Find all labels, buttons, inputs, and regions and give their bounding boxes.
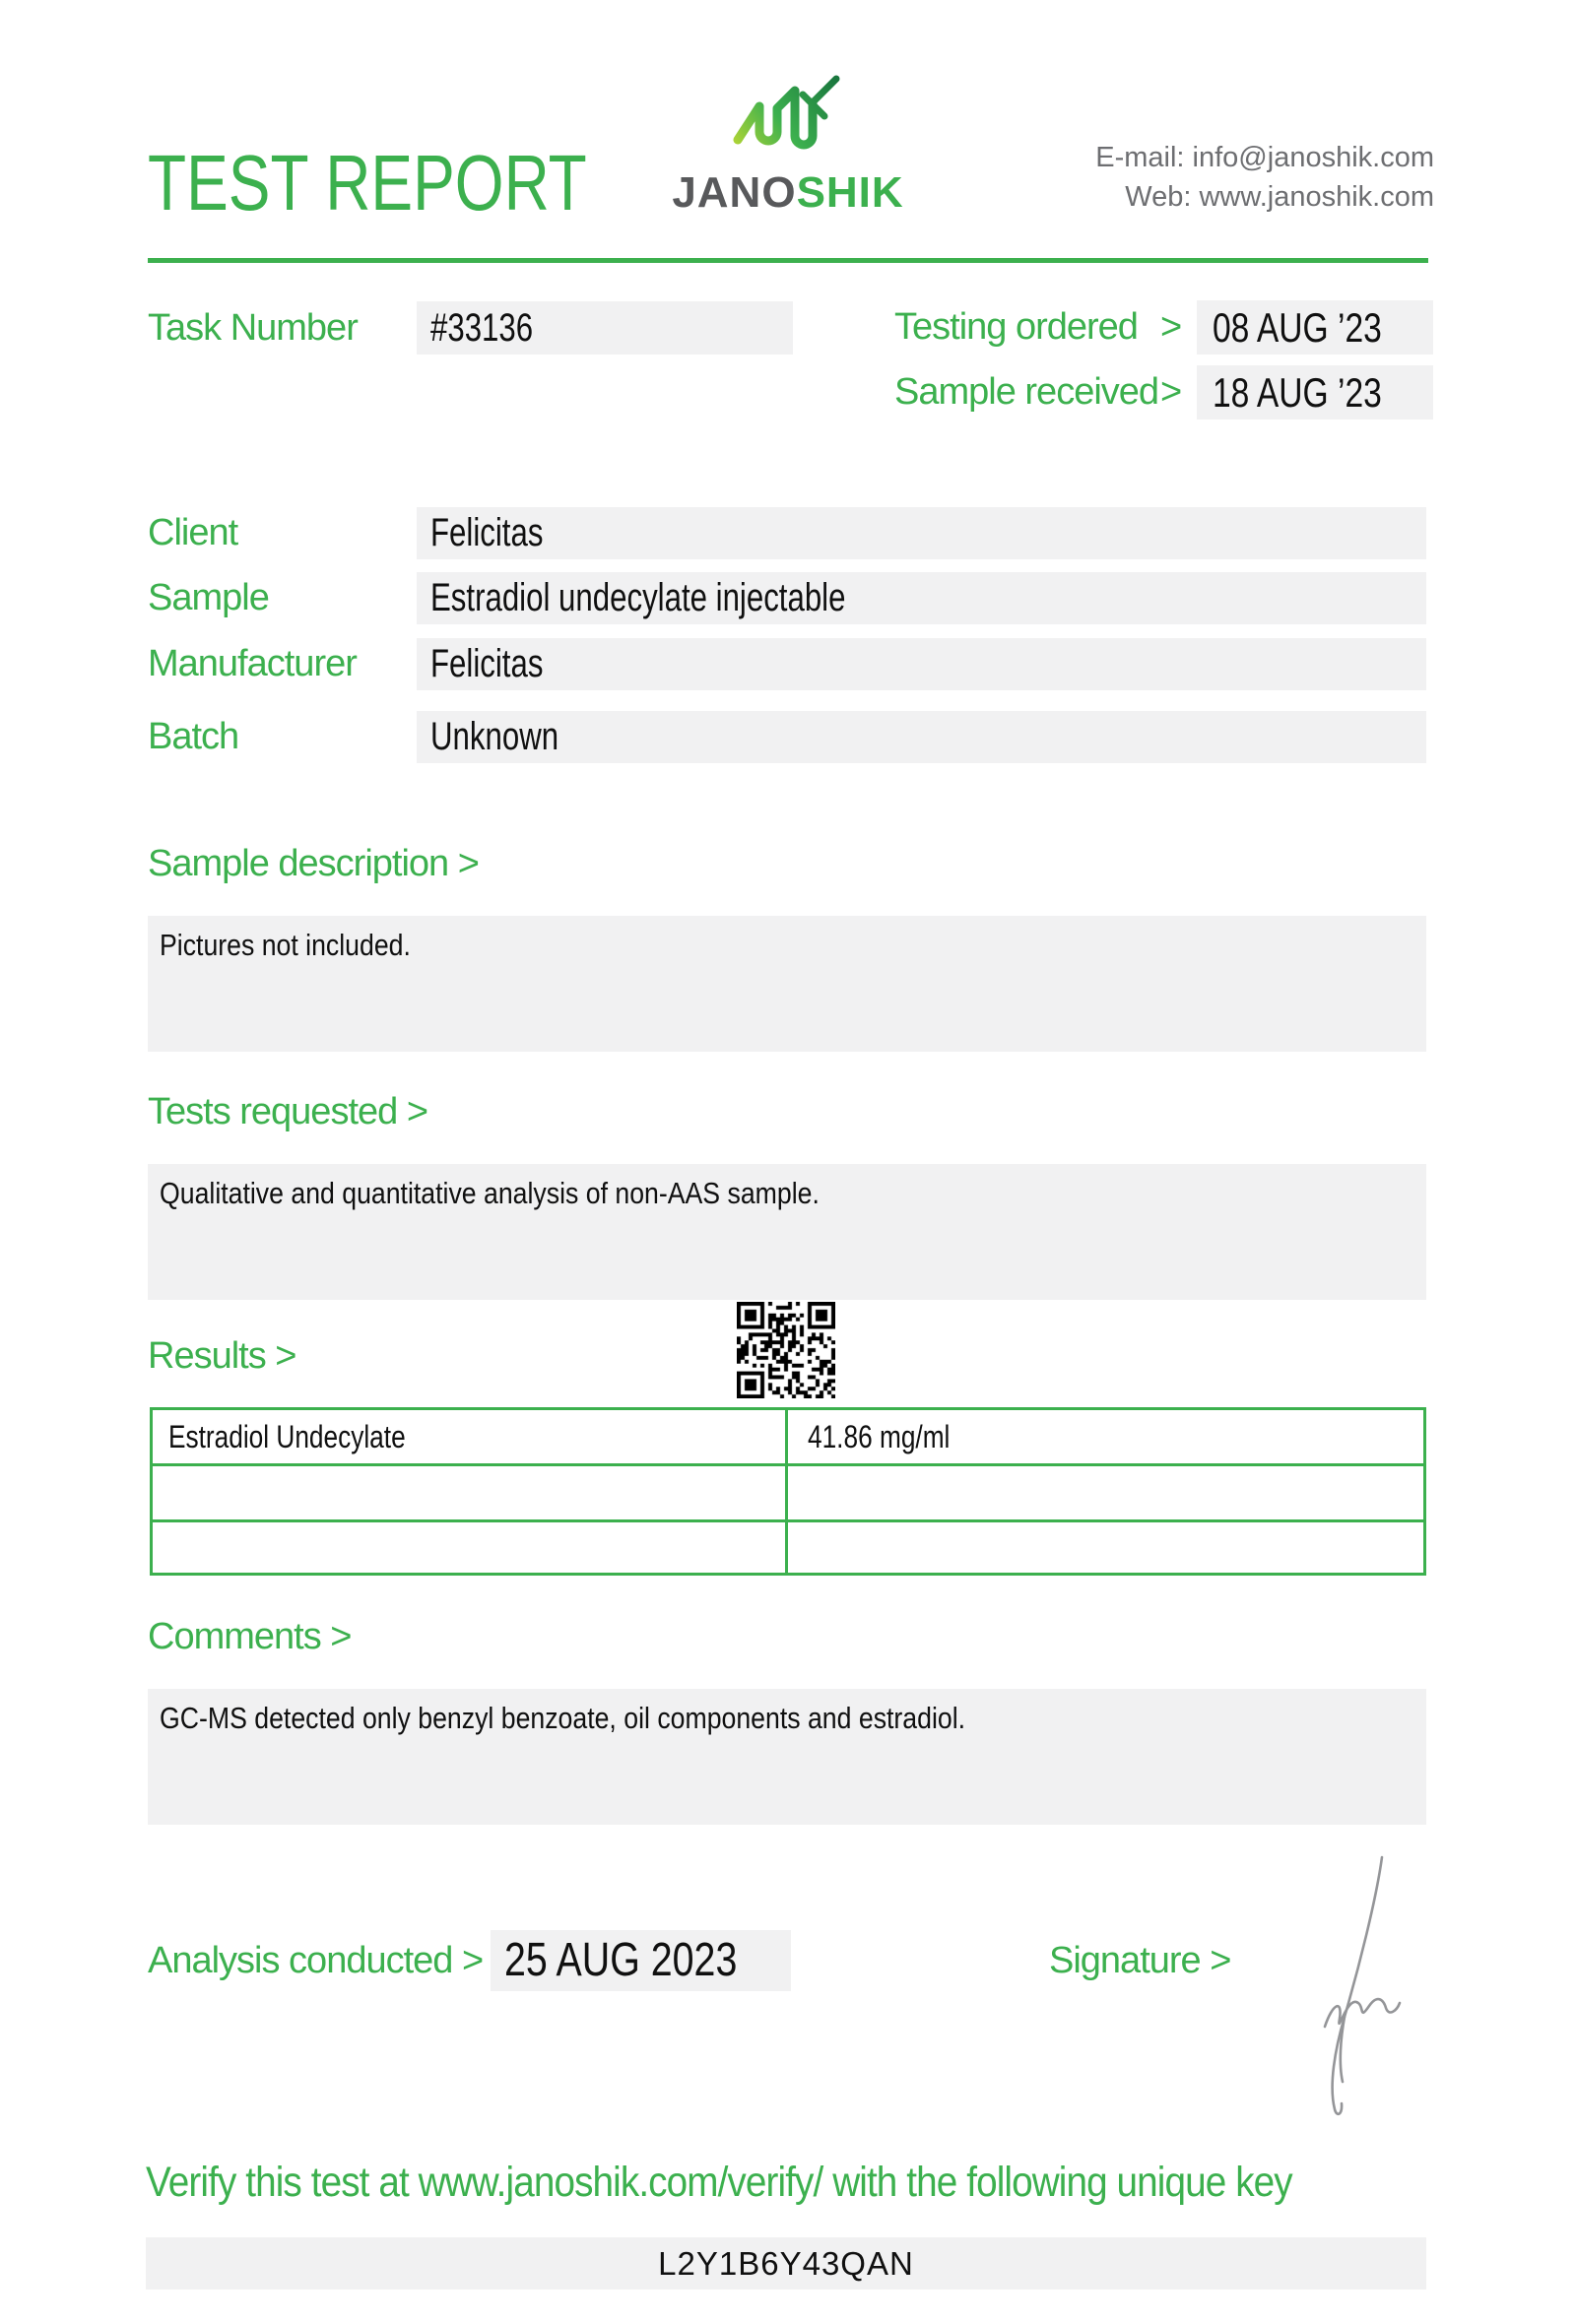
batch-field	[417, 711, 1426, 763]
results-table-row-divider	[153, 1519, 1423, 1522]
analysis-date-field	[491, 1930, 791, 1991]
batch-value: Unknown	[430, 715, 559, 758]
testing-ordered-chevron: >	[1160, 306, 1183, 348]
task-number-value: #33136	[430, 306, 534, 350]
header-divider	[148, 258, 1428, 263]
sample-received-chevron: >	[1160, 371, 1183, 413]
result-value-cell	[808, 1410, 981, 1463]
client-label: Client	[148, 512, 238, 553]
results-table-row-divider	[153, 1463, 1423, 1466]
analysis-conducted-label: Analysis conducted >	[148, 1940, 484, 1981]
analysis-date-value: 25 AUG 2023	[504, 1934, 738, 1986]
sample-value: Estradiol undecylate injectable	[430, 576, 846, 619]
unique-key-box	[146, 2237, 1426, 2290]
comments-heading: Comments >	[148, 1616, 352, 1657]
sample-field	[417, 572, 1426, 624]
result-substance-cell	[168, 1410, 457, 1463]
sample-description-text: Pictures not included.	[160, 928, 411, 962]
batch-label: Batch	[148, 716, 239, 757]
results-heading: Results >	[148, 1335, 296, 1377]
sample-label: Sample	[148, 577, 269, 618]
sample-received-label: Sample received	[894, 371, 1159, 413]
sample-description-box	[148, 916, 1426, 1052]
sample-received-value: 18 AUG ’23	[1213, 369, 1382, 416]
tests-requested-box	[148, 1164, 1426, 1300]
manufacturer-field	[417, 638, 1426, 690]
brand-logo	[670, 75, 906, 218]
tests-requested-heading: Tests requested >	[148, 1091, 428, 1132]
testing-ordered-value: 08 AUG ’23	[1213, 304, 1382, 351]
verify-instructions: Verify this test at www.janoshik.com/verify/ with the following unique key	[146, 2159, 1292, 2206]
growth-chart-icon	[730, 75, 846, 161]
testing-ordered-field	[1197, 300, 1433, 355]
signature-scribble	[1266, 1851, 1428, 2122]
manufacturer-label: Manufacturer	[148, 643, 357, 684]
contact-email: E-mail: info@janoshik.com	[1095, 142, 1434, 173]
client-value: Felicitas	[430, 511, 544, 554]
task-number-label: Task Number	[148, 307, 358, 349]
contact-block	[985, 138, 1434, 217]
qr-code	[737, 1302, 835, 1398]
result-substance: Estradiol Undecylate	[168, 1419, 406, 1454]
results-table-column-divider	[785, 1410, 788, 1573]
comments-box	[148, 1689, 1426, 1825]
comments-text: GC-MS detected only benzyl benzoate, oil components and estradiol.	[160, 1701, 966, 1735]
sample-description-heading: Sample description >	[148, 843, 479, 884]
contact-web: Web: www.janoshik.com	[1125, 181, 1434, 213]
brand-wordmark-gray: JANO	[672, 168, 797, 217]
manufacturer-value: Felicitas	[430, 642, 544, 685]
page-title: TEST REPORT	[148, 139, 587, 226]
sample-received-field	[1197, 365, 1433, 420]
results-table	[150, 1407, 1426, 1576]
task-number-field	[417, 301, 793, 355]
testing-ordered-label: Testing ordered	[894, 306, 1138, 348]
result-value: 41.86 mg/ml	[808, 1419, 951, 1454]
unique-key-value: L2Y1B6Y43QAN	[658, 2245, 914, 2282]
tests-requested-text: Qualitative and quantitative analysis of non-AAS sample.	[160, 1176, 820, 1210]
brand-wordmark-green: SHIK	[796, 168, 904, 217]
brand-wordmark	[670, 168, 906, 218]
signature-label: Signature >	[1049, 1940, 1231, 1981]
client-field	[417, 507, 1426, 559]
